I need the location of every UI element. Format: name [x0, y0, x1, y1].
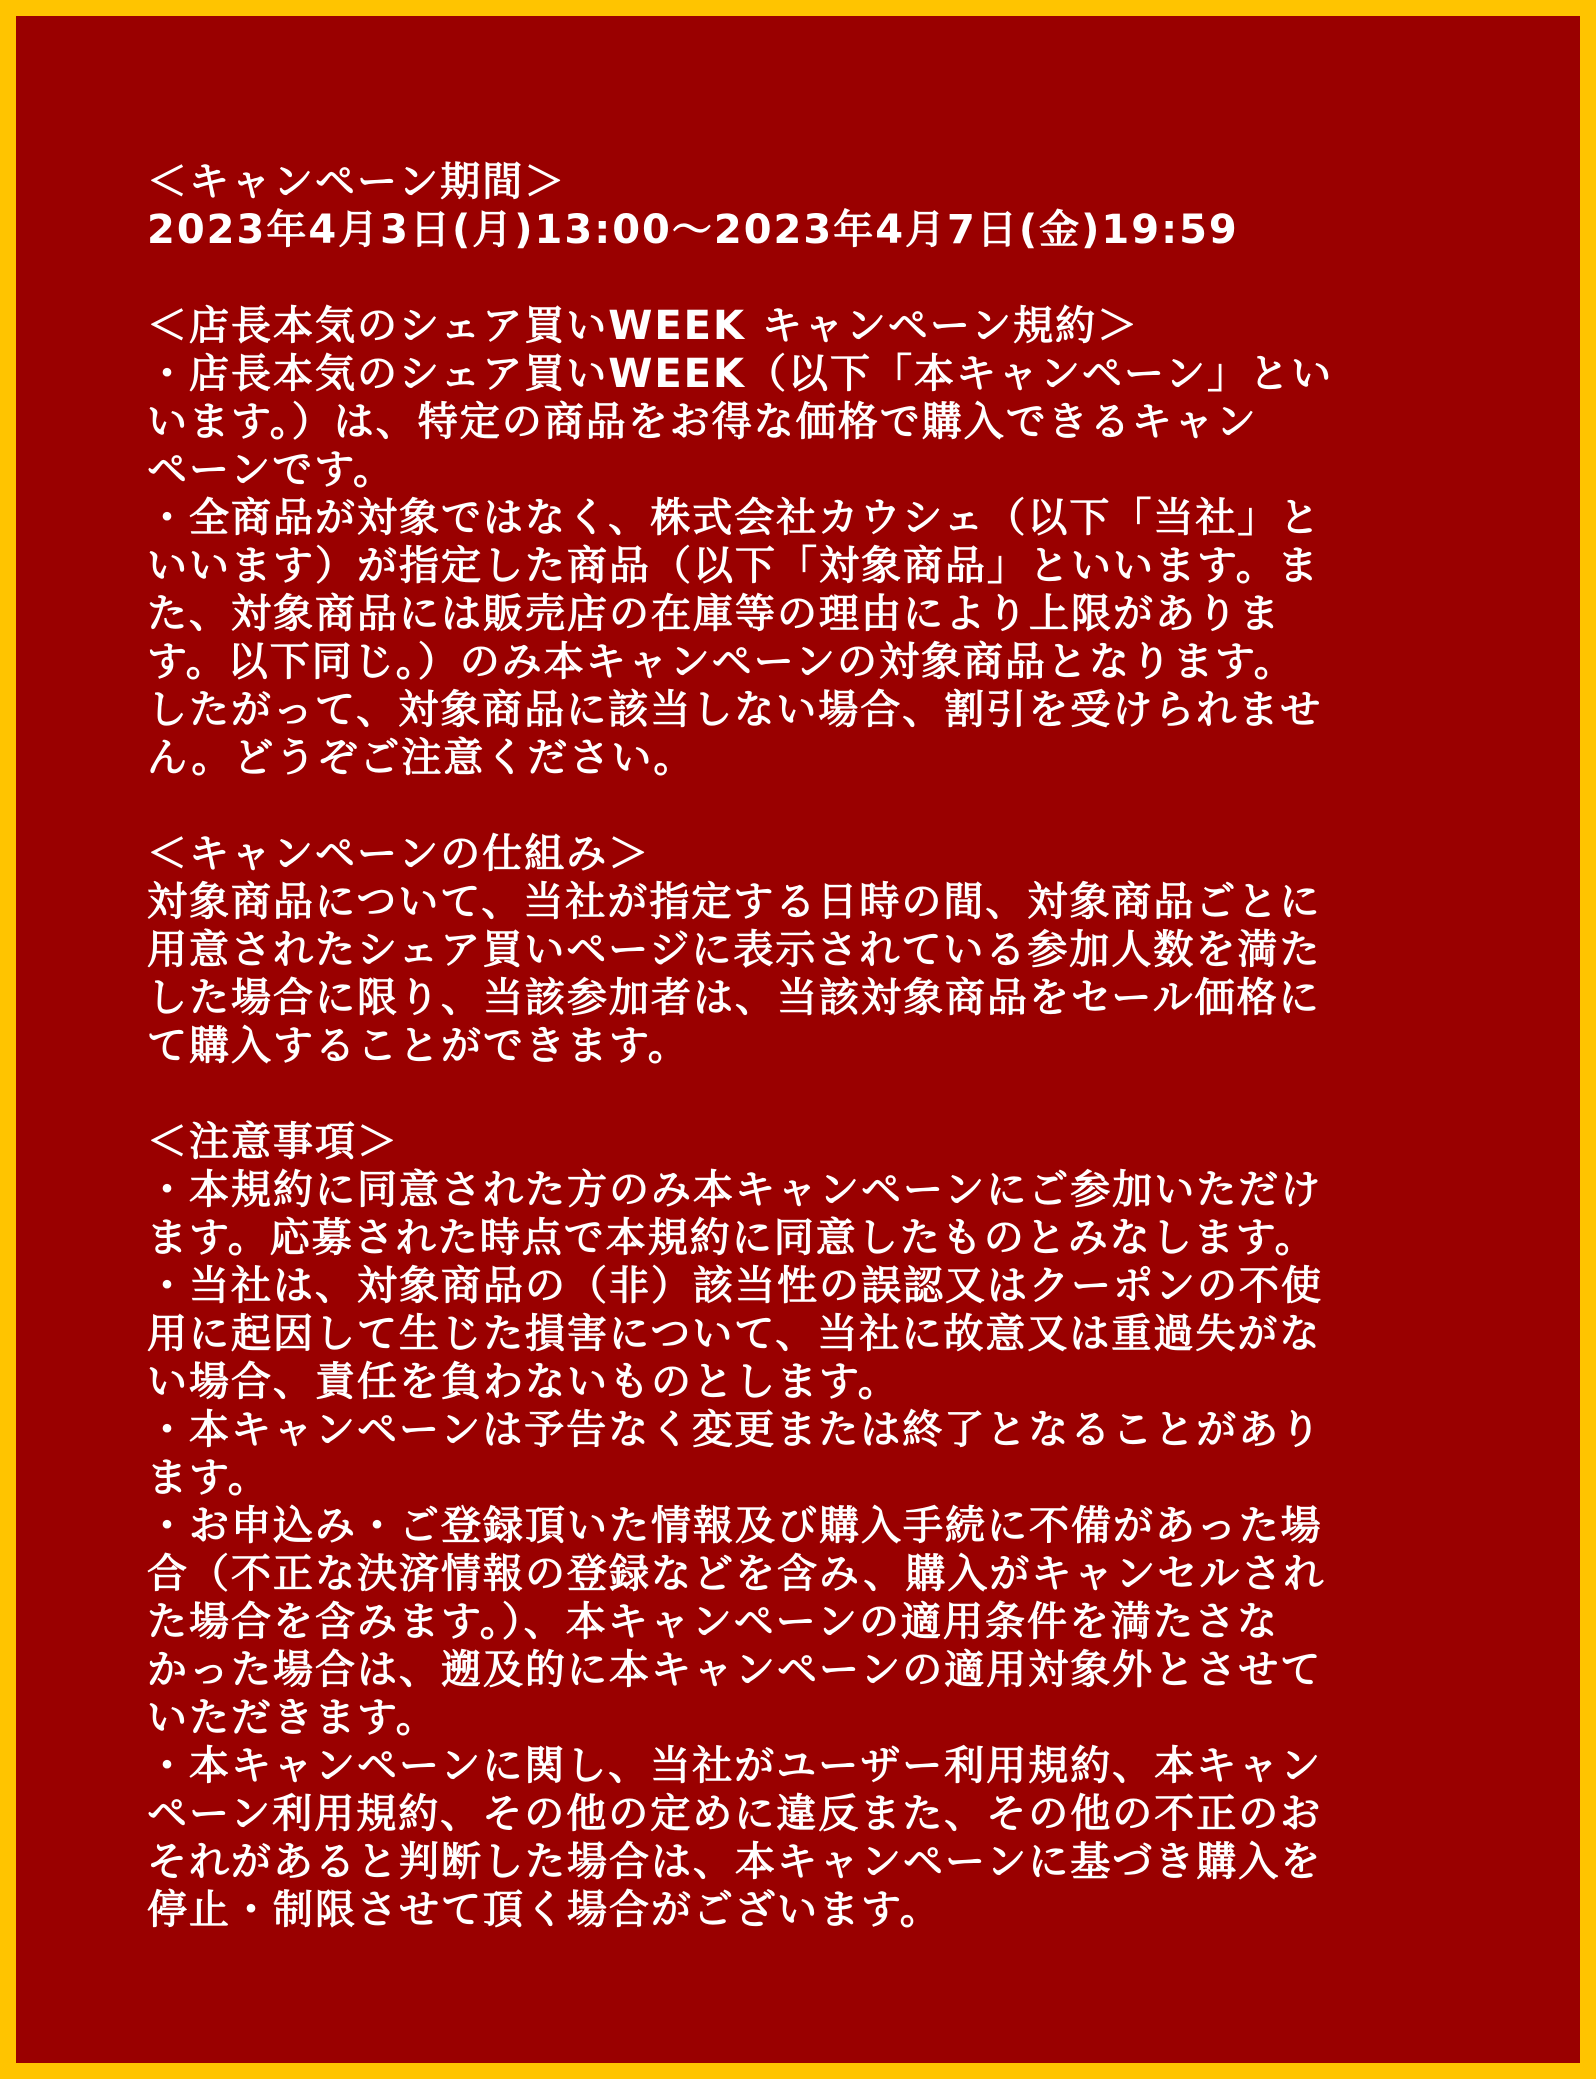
period-dates: 2023年4月3日(月)13:00～2023年4月7日(金)19:59: [147, 207, 1239, 253]
mechanism-line: した場合に限り、当該参加者は、当該対象商品をセール価格に: [147, 975, 1321, 1021]
notes-line: ・本規約に同意された方のみ本キャンペーンにご参加いただけ: [147, 1167, 1323, 1213]
notes-line: ペーン利用規約、その他の定めに違反また、その他の不正のお: [147, 1791, 1323, 1837]
terms-line: ・全商品が対象ではなく、株式会社カウシェ（以下「当社」と: [147, 495, 1322, 541]
terms-line: ん。どうぞご注意ください。: [147, 735, 696, 781]
terms-line: ・店長本気のシェア買いWEEK（以下「本キャンペーン」とい: [147, 351, 1334, 397]
mechanism-line: 用意されたシェア買いページに表示されている参加人数を満た: [147, 927, 1322, 973]
notes-line: ・本キャンペーンは予告なく変更または終了となることがあり: [147, 1407, 1323, 1453]
notes-line: 用に起因して生じた損害について、当社に故意又は重過失がな: [147, 1311, 1322, 1357]
terms-heading: ＜店長本気のシェア買いWEEK キャンペーン規約＞: [147, 303, 1140, 349]
notes-line: 停止・制限させて頂く場合がございます。: [147, 1887, 942, 1933]
notes-line: ・当社は、対象商品の（非）該当性の誤認又はクーポンの不使: [147, 1263, 1323, 1309]
notes-line: た場合を含みます。）、本キャンペーンの適用条件を満たさな: [147, 1599, 1279, 1645]
notes-heading: ＜注意事項＞: [147, 1119, 399, 1165]
notes-line: ます。: [147, 1455, 270, 1501]
notes-line: い場合、責任を負わないものとします。: [147, 1359, 900, 1405]
notes-line: ます。応募された時点で本規約に同意したものとみなします。: [147, 1215, 1317, 1261]
section-gap: [147, 1070, 1437, 1118]
terms-line: したがって、対象商品に該当しない場合、割引を受けられませ: [147, 687, 1323, 733]
terms-line: す。以下同じ。）のみ本キャンペーンの対象商品となります。: [147, 639, 1296, 685]
mechanism-line: 対象商品について、当社が指定する日時の間、対象商品ごとに: [147, 879, 1322, 925]
terms-line: います。）は、特定の商品をお得な価格で購入できるキャン: [147, 399, 1258, 445]
notes-line: それがあると判断した場合は、本キャンペーンに基づき購入を: [147, 1839, 1323, 1885]
terms-line: いいます）が指定した商品（以下「対象商品」といいます。ま: [147, 543, 1320, 589]
notes-line: 合（不正な決済情報の登録などを含み、購入がキャンセルされ: [147, 1551, 1326, 1597]
campaign-notice-text: [147, 158, 1437, 1934]
period-heading: ＜キャンペーン期間＞: [147, 159, 567, 205]
section-gap: [147, 254, 1437, 302]
notes-line: いただきます。: [147, 1695, 438, 1741]
notes-line: かった場合は、遡及的に本キャンペーンの適用対象外とさせて: [147, 1647, 1323, 1693]
mechanism-line: て購入することができます。: [147, 1023, 690, 1069]
terms-line: ペーンです。: [147, 447, 395, 493]
mechanism-heading: ＜キャンペーンの仕組み＞: [147, 831, 651, 877]
campaign-notice-panel: [16, 16, 1580, 2063]
terms-line: た、対象商品には販売店の在庫等の理由により上限がありま: [147, 591, 1281, 637]
notes-line: ・本キャンペーンに関し、当社がユーザー利用規約、本キャン: [147, 1743, 1323, 1789]
section-gap: [147, 782, 1437, 830]
notes-line: ・お申込み・ご登録頂いた情報及び購入手続に不備があった場: [147, 1503, 1323, 1549]
